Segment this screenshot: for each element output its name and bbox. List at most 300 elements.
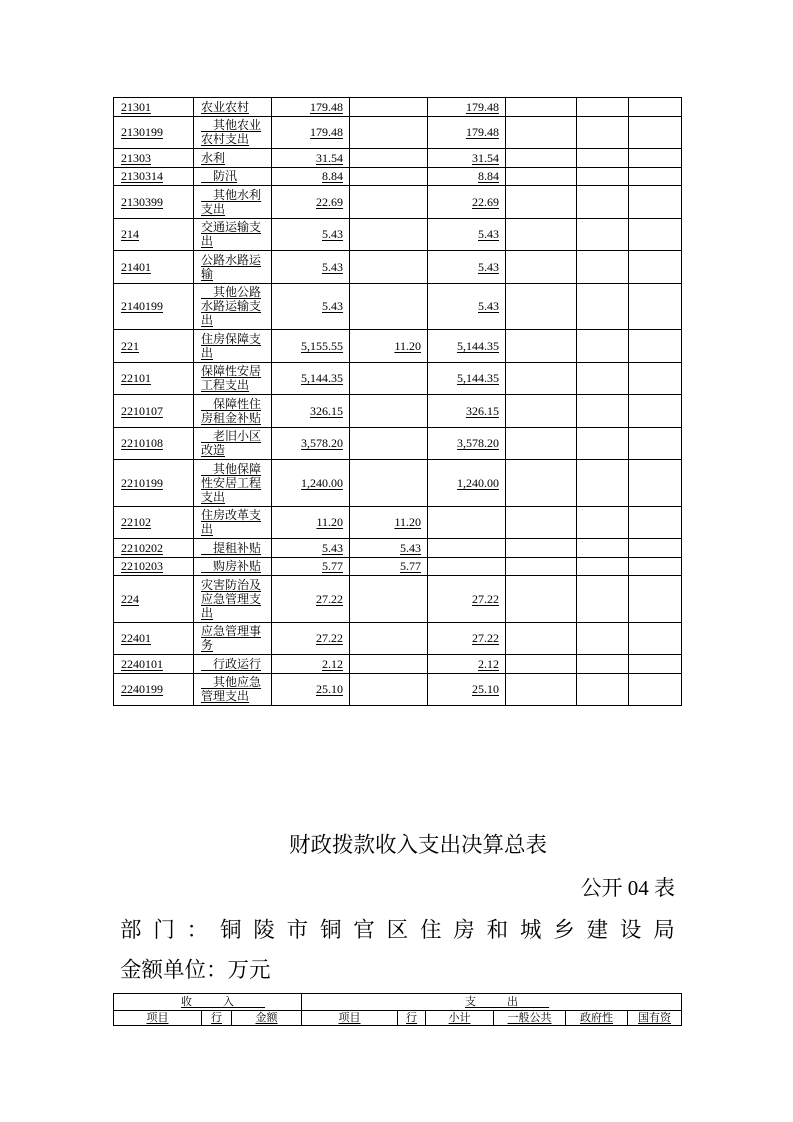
item-name: 老旧小区改造 <box>201 429 262 458</box>
cell-value-5 <box>577 330 629 363</box>
cell-value-2 <box>350 673 428 706</box>
cell-code <box>114 539 194 558</box>
expense-row <box>114 330 682 363</box>
expense-table-body <box>114 98 682 706</box>
cell-value-1 <box>272 186 350 219</box>
expense-row <box>114 218 682 251</box>
item-code: 21401 <box>121 259 151 274</box>
cell-item-name <box>194 539 272 558</box>
cell-value-5 <box>577 673 629 706</box>
cell-value-5 <box>577 655 629 674</box>
cell-value-2 <box>350 395 428 428</box>
column-header-label: 项目 <box>338 1011 361 1024</box>
cell-value-3 <box>428 622 506 655</box>
cell-value-2 <box>350 506 428 539</box>
cell-item-name <box>194 673 272 706</box>
cell-value-2 <box>350 655 428 674</box>
cell-value-6 <box>629 557 682 576</box>
expense-row <box>114 506 682 539</box>
cell-item-name <box>194 186 272 219</box>
cell-value-6 <box>629 167 682 186</box>
column-header <box>494 1011 566 1026</box>
cell-value-5 <box>577 251 629 284</box>
cell-value-5 <box>577 539 629 558</box>
cell-value-6 <box>629 427 682 460</box>
amount-value: 11.20 <box>394 338 421 353</box>
cell-value-4 <box>506 460 577 507</box>
cell-item-name <box>194 149 272 168</box>
expense-row <box>114 576 682 623</box>
cell-code <box>114 251 194 284</box>
cell-value-5 <box>577 506 629 539</box>
expense-row <box>114 362 682 395</box>
item-code: 2140199 <box>121 299 163 314</box>
cell-value-2 <box>350 116 428 149</box>
department-char: 陵 <box>253 918 275 942</box>
cell-value-4 <box>506 218 577 251</box>
column-header <box>232 1011 302 1026</box>
cell-value-2 <box>350 622 428 655</box>
cell-value-4 <box>506 283 577 330</box>
column-header-label: 一般公共 <box>507 1011 552 1024</box>
expense-row <box>114 557 682 576</box>
expense-row <box>114 655 682 674</box>
amount-value: 5.43 <box>322 259 343 274</box>
cell-value-6 <box>629 622 682 655</box>
cell-value-1 <box>272 218 350 251</box>
cell-value-5 <box>577 622 629 655</box>
cell-value-4 <box>506 622 577 655</box>
item-code: 2210203 <box>121 559 163 574</box>
item-code: 22101 <box>121 371 151 386</box>
item-code: 22102 <box>121 515 151 530</box>
cell-value-2 <box>350 330 428 363</box>
cell-value-3 <box>428 116 506 149</box>
column-header-label: 政府性 <box>580 1011 614 1024</box>
cell-value-3 <box>428 576 506 623</box>
department-char: 官 <box>353 918 375 942</box>
cell-value-6 <box>629 283 682 330</box>
item-name: 住房保障支出 <box>201 331 262 360</box>
item-code: 2130199 <box>121 125 163 140</box>
cell-value-2 <box>350 167 428 186</box>
item-name: 其他应急管理支出 <box>201 675 262 704</box>
cell-code <box>114 395 194 428</box>
expense-row <box>114 539 682 558</box>
cell-value-6 <box>629 98 682 117</box>
amount-value: 5.43 <box>478 259 499 274</box>
item-name: 水利 <box>201 150 226 165</box>
expense-row <box>114 622 682 655</box>
cell-value-4 <box>506 655 577 674</box>
expense-row <box>114 167 682 186</box>
cell-value-3 <box>428 506 506 539</box>
amount-value: 1,240.00 <box>301 475 343 490</box>
cell-value-1 <box>272 283 350 330</box>
column-header <box>398 1011 426 1026</box>
department-char: ： <box>186 918 209 942</box>
expense-row <box>114 283 682 330</box>
amount-value: 25.10 <box>472 682 499 697</box>
cell-item-name <box>194 576 272 623</box>
cell-code <box>114 186 194 219</box>
item-code: 2210202 <box>121 540 163 555</box>
cell-code <box>114 330 194 363</box>
item-code: 2130399 <box>121 194 163 209</box>
amount-value: 2.12 <box>322 656 343 671</box>
cell-value-1 <box>272 149 350 168</box>
cell-value-4 <box>506 362 577 395</box>
cell-value-6 <box>629 395 682 428</box>
cell-item-name <box>194 218 272 251</box>
amount-value: 5.43 <box>478 227 499 242</box>
cell-value-4 <box>506 539 577 558</box>
amount-value: 3,578.20 <box>301 436 343 451</box>
item-name: 农业农村 <box>201 99 250 114</box>
cell-item-name <box>194 427 272 460</box>
item-name: 保障性住房租金补贴 <box>201 396 262 425</box>
cell-value-2 <box>350 557 428 576</box>
amount-value: 3,578.20 <box>457 436 499 451</box>
department-char: 城 <box>519 918 542 942</box>
department-char: 乡 <box>553 918 575 942</box>
column-header-label: 金额 <box>255 1011 278 1024</box>
amount-value: 179.48 <box>310 125 343 140</box>
cell-value-1 <box>272 98 350 117</box>
cell-value-6 <box>629 576 682 623</box>
department-char: 市 <box>286 918 309 942</box>
expense-group-label: 支出 <box>465 995 550 1008</box>
expense-row <box>114 460 682 507</box>
cell-value-1 <box>272 116 350 149</box>
cell-item-name <box>194 506 272 539</box>
expense-row <box>114 98 682 117</box>
cell-value-1 <box>272 655 350 674</box>
income-group-label: 收入 <box>181 995 266 1008</box>
cell-item-name <box>194 251 272 284</box>
cell-value-4 <box>506 186 577 219</box>
item-name: 行政运行 <box>213 656 262 671</box>
form-number: 公开 04 表 <box>580 876 675 900</box>
cell-value-2 <box>350 186 428 219</box>
amount-value: 5.43 <box>322 299 343 314</box>
cell-value-5 <box>577 116 629 149</box>
expense-row <box>114 149 682 168</box>
amount-value: 11.20 <box>316 515 343 530</box>
cell-value-4 <box>506 116 577 149</box>
amount-value: 11.20 <box>394 515 421 530</box>
column-header-label: 国有资 <box>638 1011 672 1024</box>
column-header-label: 小计 <box>448 1011 471 1024</box>
column-header <box>566 1011 628 1026</box>
cell-value-6 <box>629 251 682 284</box>
cell-value-3 <box>428 218 506 251</box>
department-char: 设 <box>619 918 642 942</box>
cell-value-1 <box>272 330 350 363</box>
amount-value: 5,144.35 <box>301 371 343 386</box>
cell-value-4 <box>506 427 577 460</box>
amount-value: 27.22 <box>472 591 499 606</box>
column-header-label: 行 <box>406 1011 418 1024</box>
cell-value-3 <box>428 460 506 507</box>
cell-value-2 <box>350 251 428 284</box>
cell-value-3 <box>428 283 506 330</box>
item-code: 21303 <box>121 150 151 165</box>
cell-value-1 <box>272 251 350 284</box>
amount-value: 31.54 <box>472 150 499 165</box>
cell-value-1 <box>272 395 350 428</box>
cell-value-1 <box>272 557 350 576</box>
cell-code <box>114 460 194 507</box>
cell-item-name <box>194 167 272 186</box>
item-code: 224 <box>121 591 139 606</box>
column-header-label: 行 <box>211 1011 222 1024</box>
cell-value-4 <box>506 506 577 539</box>
amount-value: 179.48 <box>466 125 499 140</box>
cell-value-2 <box>350 283 428 330</box>
department-line <box>120 918 675 942</box>
cell-value-3 <box>428 539 506 558</box>
cell-value-1 <box>272 167 350 186</box>
cell-item-name <box>194 395 272 428</box>
item-code: 221 <box>121 338 139 353</box>
cell-value-1 <box>272 622 350 655</box>
cell-value-5 <box>577 167 629 186</box>
cell-value-3 <box>428 673 506 706</box>
group-header-row <box>114 994 682 1011</box>
amount-value: 5,144.35 <box>457 338 499 353</box>
amount-value: 5.77 <box>400 559 421 574</box>
item-name: 公路水路运输 <box>201 252 262 281</box>
cell-value-4 <box>506 98 577 117</box>
cell-value-5 <box>577 98 629 117</box>
cell-value-3 <box>428 362 506 395</box>
expense-table <box>113 97 682 706</box>
cell-value-6 <box>629 186 682 219</box>
cell-value-4 <box>506 149 577 168</box>
amount-unit: 金额单位：万元 <box>120 958 271 982</box>
amount-value: 27.22 <box>316 631 343 646</box>
item-code: 2240199 <box>121 682 163 697</box>
amount-value: 8.84 <box>478 169 499 184</box>
cell-item-name <box>194 283 272 330</box>
cell-value-5 <box>577 576 629 623</box>
cell-value-6 <box>629 362 682 395</box>
cell-value-2 <box>350 427 428 460</box>
cell-item-name <box>194 655 272 674</box>
item-code: 2210107 <box>121 403 163 418</box>
item-name: 交通运输支出 <box>201 220 262 249</box>
amount-value: 5.77 <box>322 559 343 574</box>
cell-value-2 <box>350 576 428 623</box>
cell-value-2 <box>350 98 428 117</box>
cell-value-6 <box>629 460 682 507</box>
cell-code <box>114 506 194 539</box>
cell-value-6 <box>629 506 682 539</box>
department-char: 铜 <box>219 918 242 942</box>
department-char: 铜 <box>319 918 342 942</box>
cell-value-1 <box>272 362 350 395</box>
cell-value-4 <box>506 330 577 363</box>
cell-value-1 <box>272 506 350 539</box>
cell-item-name <box>194 362 272 395</box>
cell-value-4 <box>506 557 577 576</box>
cell-item-name <box>194 622 272 655</box>
amount-value: 2.12 <box>478 656 499 671</box>
column-header <box>426 1011 494 1026</box>
cell-code <box>114 673 194 706</box>
item-name: 其他公路水路运输支出 <box>201 285 262 328</box>
amount-value: 326.15 <box>466 403 499 418</box>
cell-value-2 <box>350 539 428 558</box>
column-header-label: 项目 <box>146 1011 169 1024</box>
amount-value: 5.43 <box>322 540 343 555</box>
cell-value-2 <box>350 460 428 507</box>
cell-value-3 <box>428 186 506 219</box>
cell-value-6 <box>629 673 682 706</box>
cell-value-5 <box>577 395 629 428</box>
column-header <box>114 1011 202 1026</box>
cell-value-5 <box>577 218 629 251</box>
item-name: 其他保障性安居工程支出 <box>201 461 262 504</box>
expense-row <box>114 395 682 428</box>
amount-value: 27.22 <box>316 591 343 606</box>
cell-value-5 <box>577 427 629 460</box>
cell-value-6 <box>629 116 682 149</box>
amount-value: 326.15 <box>310 403 343 418</box>
cell-code <box>114 362 194 395</box>
cell-value-1 <box>272 673 350 706</box>
amount-value: 5.43 <box>322 227 343 242</box>
cell-code <box>114 576 194 623</box>
amount-value: 5,144.35 <box>457 371 499 386</box>
cell-value-3 <box>428 167 506 186</box>
item-name: 住房改革支出 <box>201 508 262 537</box>
cell-value-4 <box>506 395 577 428</box>
item-name: 提租补贴 <box>213 540 262 555</box>
cell-value-4 <box>506 576 577 623</box>
cell-code <box>114 557 194 576</box>
cell-value-6 <box>629 539 682 558</box>
item-name: 购房补贴 <box>213 559 262 574</box>
cell-value-5 <box>577 186 629 219</box>
cell-value-3 <box>428 557 506 576</box>
column-header <box>202 1011 232 1026</box>
department-char: 房 <box>453 918 475 942</box>
column-header-row <box>114 1011 682 1026</box>
cell-code <box>114 167 194 186</box>
item-name: 灾害防治及应急管理支出 <box>201 577 262 620</box>
amount-value: 22.69 <box>472 194 499 209</box>
amount-value: 5.43 <box>400 540 421 555</box>
item-name: 应急管理事务 <box>201 624 262 653</box>
amount-value: 179.48 <box>310 99 343 114</box>
item-code: 21301 <box>121 99 151 114</box>
cell-item-name <box>194 330 272 363</box>
cell-item-name <box>194 98 272 117</box>
expense-row <box>114 116 682 149</box>
amount-value: 179.48 <box>466 99 499 114</box>
department-char: 建 <box>586 918 609 942</box>
cell-code <box>114 283 194 330</box>
amount-value: 8.84 <box>322 169 343 184</box>
department-char: 区 <box>386 918 409 942</box>
cell-code <box>114 655 194 674</box>
item-code: 2240101 <box>121 656 163 671</box>
expense-row <box>114 186 682 219</box>
cell-value-2 <box>350 362 428 395</box>
cell-value-6 <box>629 655 682 674</box>
cell-value-1 <box>272 576 350 623</box>
cell-code <box>114 149 194 168</box>
expense-group-header <box>302 994 682 1011</box>
cell-code <box>114 218 194 251</box>
cell-value-3 <box>428 98 506 117</box>
item-code: 2210108 <box>121 436 163 451</box>
item-name: 保障性安居工程支出 <box>201 364 262 393</box>
expense-row <box>114 673 682 706</box>
item-code: 22401 <box>121 631 151 646</box>
item-name: 防汛 <box>213 169 238 184</box>
cell-value-3 <box>428 427 506 460</box>
column-header <box>302 1011 398 1026</box>
item-name: 其他农业农村支出 <box>201 118 262 147</box>
item-code: 2130314 <box>121 169 163 184</box>
cell-value-5 <box>577 460 629 507</box>
cell-code <box>114 98 194 117</box>
cell-item-name <box>194 460 272 507</box>
cell-value-2 <box>350 218 428 251</box>
department-char: 部 <box>120 918 142 942</box>
department-char: 住 <box>419 918 442 942</box>
cell-value-5 <box>577 557 629 576</box>
amount-value: 25.10 <box>316 682 343 697</box>
cell-code <box>114 116 194 149</box>
item-code: 2210199 <box>121 475 163 490</box>
amount-value: 22.69 <box>316 194 343 209</box>
cell-value-1 <box>272 460 350 507</box>
column-header <box>628 1011 682 1026</box>
amount-value: 1,240.00 <box>457 475 499 490</box>
item-code: 214 <box>121 227 139 242</box>
cell-item-name <box>194 557 272 576</box>
item-name: 其他水利支出 <box>201 187 262 216</box>
income-group-header <box>114 994 302 1011</box>
cell-value-5 <box>577 283 629 330</box>
cell-value-3 <box>428 655 506 674</box>
department-char: 门 <box>153 918 175 942</box>
cell-item-name <box>194 116 272 149</box>
cell-value-4 <box>506 673 577 706</box>
cell-value-4 <box>506 167 577 186</box>
department-char: 局 <box>653 918 675 942</box>
cell-code <box>114 427 194 460</box>
amount-value: 5.43 <box>478 299 499 314</box>
cell-value-1 <box>272 539 350 558</box>
expense-row <box>114 251 682 284</box>
amount-value: 31.54 <box>316 150 343 165</box>
cell-value-3 <box>428 149 506 168</box>
cell-value-3 <box>428 330 506 363</box>
page-title: 财政拨款收入支出决算总表 <box>289 833 548 857</box>
cell-value-6 <box>629 218 682 251</box>
expense-row <box>114 427 682 460</box>
cell-value-6 <box>629 330 682 363</box>
cell-value-5 <box>577 149 629 168</box>
cell-value-3 <box>428 395 506 428</box>
cell-value-1 <box>272 427 350 460</box>
amount-value: 5,155.55 <box>301 338 343 353</box>
